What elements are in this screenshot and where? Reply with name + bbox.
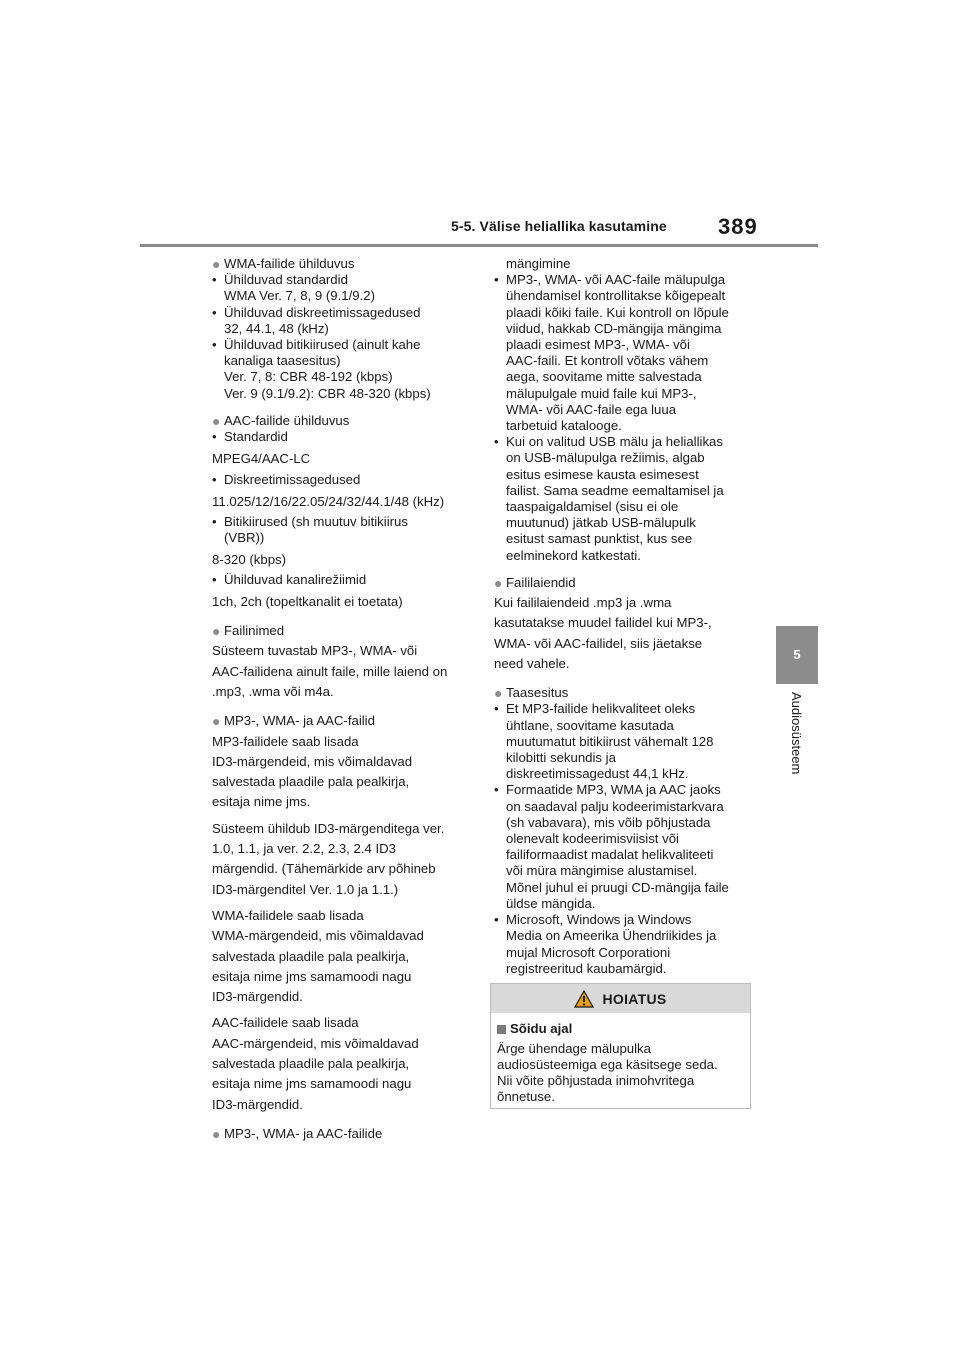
heading-text: MP3-, WMA- ja AAC-failid bbox=[224, 713, 375, 729]
list-item-line: taaspaigaldamisel (sisu ei ole bbox=[506, 499, 679, 515]
bullet-icon: ● bbox=[212, 623, 221, 640]
chapter-tab: 5 bbox=[776, 626, 818, 684]
warning-triangle-icon bbox=[574, 990, 594, 1008]
list-item-line: Ver. 7, 8: CBR 48-192 (kbps) bbox=[224, 369, 393, 385]
bullet-dot-icon: • bbox=[494, 782, 499, 798]
list-item-line: Kui on valitud USB mälu ja heliallikas bbox=[506, 434, 723, 450]
header-section-title: 5-5. Välise heliallika kasutamine bbox=[451, 218, 667, 234]
list-item-line: WMA- või AAC-faile ega luua bbox=[506, 401, 677, 417]
warning-box bbox=[490, 983, 751, 1109]
list-item-line: esitus esimese kausta esimesest bbox=[506, 466, 699, 482]
left-column bbox=[212, 256, 470, 1142]
warning-subheading: Sõidu ajal bbox=[497, 1021, 744, 1037]
list-item-line: registreeritud kaubamärgid. bbox=[506, 960, 667, 976]
warning-header bbox=[491, 984, 750, 1013]
list-item-line: mälupulgale muid faile kui MP3-, bbox=[506, 385, 697, 401]
wma-list bbox=[212, 272, 470, 402]
list-item-line: kanaliga taasesitus) bbox=[224, 353, 341, 369]
section-heading bbox=[494, 685, 754, 701]
list-item-line: failiformaadist madalat helikvaliteeti bbox=[506, 847, 714, 863]
section-heading bbox=[212, 1126, 470, 1142]
warning-text: õnnetuse. bbox=[497, 1089, 555, 1104]
list-item: • Standardid bbox=[212, 429, 288, 445]
warning-body bbox=[491, 1013, 750, 1105]
list-item-line: on saadaval palju kodeerimistarkvara bbox=[506, 798, 724, 814]
bullet-dot-icon: • bbox=[212, 337, 217, 353]
square-bullet-icon bbox=[497, 1025, 506, 1034]
play-list bbox=[494, 701, 754, 976]
bullet-dot-icon: • bbox=[494, 912, 499, 928]
value-text: 8-320 (kbps) bbox=[212, 552, 287, 568]
list-item-line: (sh vabavara), mis võib põhjustada bbox=[506, 814, 711, 830]
list-item-line: ühtlane, soovitame kasutada bbox=[506, 717, 674, 733]
warning-text: audiosüsteemiga ega käsitsege seda. bbox=[497, 1057, 718, 1072]
list-item-line: plaadi kõiki faile. Kui kontroll on lõpule bbox=[506, 304, 729, 320]
list-item bbox=[494, 434, 754, 564]
bullet-icon: ● bbox=[212, 256, 221, 272]
cont-list bbox=[494, 272, 754, 564]
list-item-line: Mõnel juhul ei pruugi CD-mängija faile bbox=[506, 879, 729, 895]
list-item-line: Ühilduvad diskreetimissagedused bbox=[224, 304, 421, 320]
section-heading bbox=[212, 256, 470, 272]
bullet-dot-icon: • bbox=[212, 304, 217, 320]
paragraph: Süsteem tuvastab MP3-, WMA- või AAC-failidena ainult faile, mille laiend on .mp3, .wma või m4a. bbox=[212, 643, 448, 700]
value-text: 11.025/12/16/22.05/24/32/44.1/48 (kHz) bbox=[212, 493, 445, 509]
list-item-line: Media on Ameerika Ühendriikides ja bbox=[506, 928, 717, 944]
side-label: Audiosüsteem bbox=[789, 692, 804, 775]
bullet-dot-icon: • bbox=[494, 434, 499, 450]
list-item-line: 32, 44.1, 48 (kHz) bbox=[224, 320, 329, 336]
list-item-line: kilobitti sekundis ja bbox=[506, 750, 616, 766]
list-item-line: failist. Sama seadme eemaltamisel ja bbox=[506, 482, 724, 498]
list-item-line: muutunud) jätkab USB-mälupulk bbox=[506, 515, 696, 531]
right-column bbox=[494, 256, 754, 977]
list-item-line: üldse mängida. bbox=[506, 895, 596, 911]
paragraph: AAC-failidele saab lisada AAC-märgendeid, mis võimaldavad salvestada plaadile pala pealkirja, esitaja nime jms samamoodi nagu ID3-märgendid. bbox=[212, 1015, 419, 1112]
list-item-line: ühendamisel kontrollitakse kõigepealt bbox=[506, 288, 726, 304]
section-heading bbox=[212, 413, 470, 429]
heading-text: WMA-failide ühilduvus bbox=[224, 256, 355, 271]
list-item-line: olenevalt kodeerimisviisist või bbox=[506, 831, 679, 847]
bullet-icon: ● bbox=[494, 685, 503, 702]
list-item-line: Formaatide MP3, WMA ja AAC jaoks bbox=[506, 782, 721, 798]
bullet-dot-icon: • bbox=[494, 701, 499, 717]
value-text: MPEG4/AAC-LC bbox=[212, 451, 311, 467]
list-item-line: Ver. 9 (9.1/9.2): CBR 48-320 (kbps) bbox=[224, 385, 431, 401]
list-item-line: MP3-, WMA- või AAC-faile mälupulga bbox=[506, 272, 726, 288]
header-rule bbox=[140, 244, 818, 247]
heading-text: MP3-, WMA- ja AAC-failide bbox=[224, 1125, 383, 1141]
list-item: • Ühilduvad kanalirežiimid bbox=[212, 571, 367, 587]
value-text: 1ch, 2ch (topeltkanalit ei toetata) bbox=[212, 593, 403, 609]
list-item bbox=[212, 337, 470, 402]
bullet-icon: ● bbox=[212, 412, 221, 429]
list-item bbox=[494, 782, 754, 912]
bullet-icon: ● bbox=[494, 574, 503, 591]
list-item bbox=[494, 912, 754, 977]
list-item-line: tarbetuid kataloogе. bbox=[506, 418, 622, 434]
list-item-line: Ühilduvad standardid bbox=[224, 272, 348, 288]
paragraph: Süsteem ühildub ID3-märgenditega ver. 1.0, 1.1, ja ver. 2.2, 2.3, 2.4 ID3 märgendid. (Tähemärkide arv põhineb ID3-märgenditel Ver. 1.0 ja 1.1.) bbox=[212, 820, 445, 897]
list-item-line: muutumatut bitikiirust vähemalt 128 bbox=[506, 733, 714, 749]
list-item: • Diskreetimissagedused bbox=[212, 471, 361, 487]
list-item-line: diskreetimissagedust 44,1 kHz. bbox=[506, 766, 689, 782]
list-item-line: WMA Ver. 7, 8, 9 (9.1/9.2) bbox=[224, 288, 375, 304]
warning-text: Nii võite põhjustada inimohvritega bbox=[497, 1073, 695, 1088]
list-item-line: esitust samast punktist, kus see bbox=[506, 531, 693, 547]
bullet-dot-icon: • bbox=[494, 272, 499, 288]
heading-text: Taasesitus bbox=[506, 685, 569, 701]
heading-text: Faililaiendid bbox=[506, 574, 576, 590]
paragraph: MP3-failidele saab lisada ID3-märgendeid, mis võimaldavad salvestada plaadile pala pealkirja, esitaja nime jms. bbox=[212, 733, 413, 810]
continued-text: mängimine bbox=[506, 256, 571, 271]
list-item-line: aega, soovitame mitte salvestada bbox=[506, 369, 702, 385]
list-item-line: Et MP3-failide helikvaliteet oleks bbox=[506, 701, 696, 717]
list-item-line: mujal Microsoft Corporationi bbox=[506, 944, 671, 960]
section-heading bbox=[494, 575, 754, 591]
section-heading bbox=[212, 713, 470, 729]
page-number: 389 bbox=[718, 214, 758, 239]
list-item-line: viidud, hakkab CD-mängija mängima bbox=[506, 320, 722, 336]
list-item-line: AAC-faili. Et kontroll võtaks vähem bbox=[506, 353, 709, 369]
list-item-line: Ühilduvad bitikiirused (ainult kahe bbox=[224, 337, 421, 353]
bullet-dot-icon: • bbox=[212, 272, 217, 288]
heading-text: Failinimed bbox=[224, 623, 285, 639]
list-item-line: Microsoft, Windows ja Windows bbox=[506, 912, 692, 928]
warning-text: Ärge ühendage mälupulka bbox=[497, 1041, 651, 1056]
paragraph: Kui faililaiendeid .mp3 ja .wma kasutatakse muudel failidel kui MP3-, WMA- või AAC-failidel, siis jäetakse need vahele. bbox=[494, 595, 712, 671]
list-item bbox=[212, 272, 470, 304]
list-item-line: plaadi esimest MP3-, WMA- või bbox=[506, 337, 690, 353]
section-heading bbox=[212, 623, 470, 639]
list-item-line: või müra mängimise alustamisel. bbox=[506, 863, 698, 879]
list-item bbox=[494, 701, 754, 782]
list-item-line: eelminekord katkestati. bbox=[506, 547, 641, 563]
paragraph: WMA-failidele saab lisada WMA-märgendeid, mis võimaldavad salvestada plaadile pala pealkirja, esitaja nime jms samamoodi nagu ID3-märgendid. bbox=[212, 907, 424, 1005]
bullet-icon: ● bbox=[212, 713, 221, 730]
list-item bbox=[494, 272, 754, 434]
list-item: • Bitikiirused (sh muutuv bitikiirus (VBR)) bbox=[212, 514, 408, 546]
list-item-line: on USB-mälupulga režiimis, algab bbox=[506, 450, 705, 466]
heading-text: AAC-failide ühilduvus bbox=[224, 412, 350, 428]
list-item bbox=[212, 305, 470, 337]
warning-title: HOIATUS bbox=[602, 990, 667, 1007]
bullet-icon: ● bbox=[212, 1125, 221, 1142]
